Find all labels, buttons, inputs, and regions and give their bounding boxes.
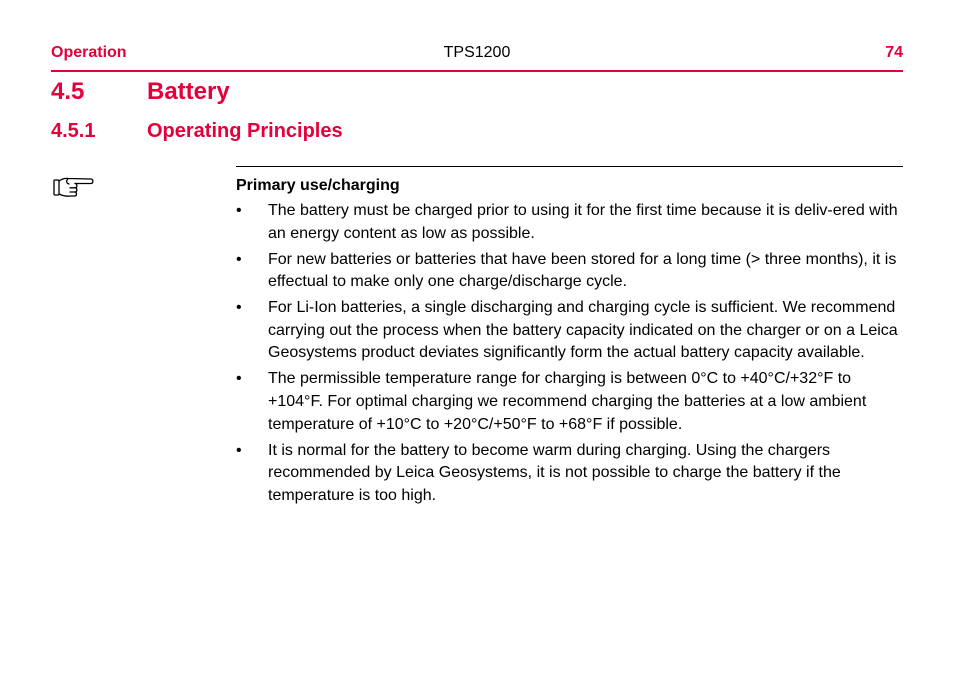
bullet-marker: • <box>236 250 242 268</box>
page-header <box>51 44 903 66</box>
header-product-name: TPS1200 <box>443 44 511 61</box>
list-item-text: The permissible temperature range for charging is between 0°C to +40°C/+32°F to +104°F. For optimal charging we recommend charging the batteries at a low ambient temperature of +10°C to +20°C/+50°F to +68°F if possible. <box>268 370 867 433</box>
pointing-hand-icon <box>53 175 95 199</box>
bullet-list <box>236 200 906 511</box>
bullet-marker: • <box>236 370 242 388</box>
section-title: Battery <box>147 78 230 105</box>
list-item <box>236 368 906 436</box>
section-number: 4.5 <box>51 78 85 105</box>
header-divider <box>51 70 903 72</box>
subsection-heading <box>51 120 343 143</box>
section-heading <box>51 78 230 106</box>
list-item-text: The battery must be charged prior to using it for the first time because it is deliv-ered with an energy content as low as possible. <box>268 202 898 242</box>
list-item-text: For new batteries or batteries that have been stored for a long time (> three months), it is effectual to make only one charge/discharge cycle. <box>268 250 897 291</box>
bullet-marker: • <box>236 202 242 219</box>
subsection-number: 4.5.1 <box>51 120 96 142</box>
header-section-name: Operation <box>51 44 127 61</box>
list-item <box>236 249 906 294</box>
list-item-text: For Li-Ion batteries, a single discharging and charging cycle is sufficient. We recommend carrying out the process when the battery capacity indicated on the charger or on a Leica Geosystems product deviates significantly form the actual battery capacity available. <box>268 299 898 362</box>
bullet-marker: • <box>236 441 242 459</box>
note-title: Primary use/charging <box>236 177 400 194</box>
subsection-title: Operating Principles <box>147 120 343 142</box>
list-item <box>236 200 906 245</box>
bullet-marker: • <box>236 299 242 317</box>
list-item <box>236 297 906 365</box>
list-item-text: It is normal for the battery to become warm during charging. Using the chargers recommended by Leica Geosystems, it is not possible to charge the battery if the temperature is too high. <box>268 441 841 504</box>
note-divider <box>236 166 903 167</box>
header-page-number: 74 <box>885 44 903 61</box>
list-item <box>236 440 906 508</box>
